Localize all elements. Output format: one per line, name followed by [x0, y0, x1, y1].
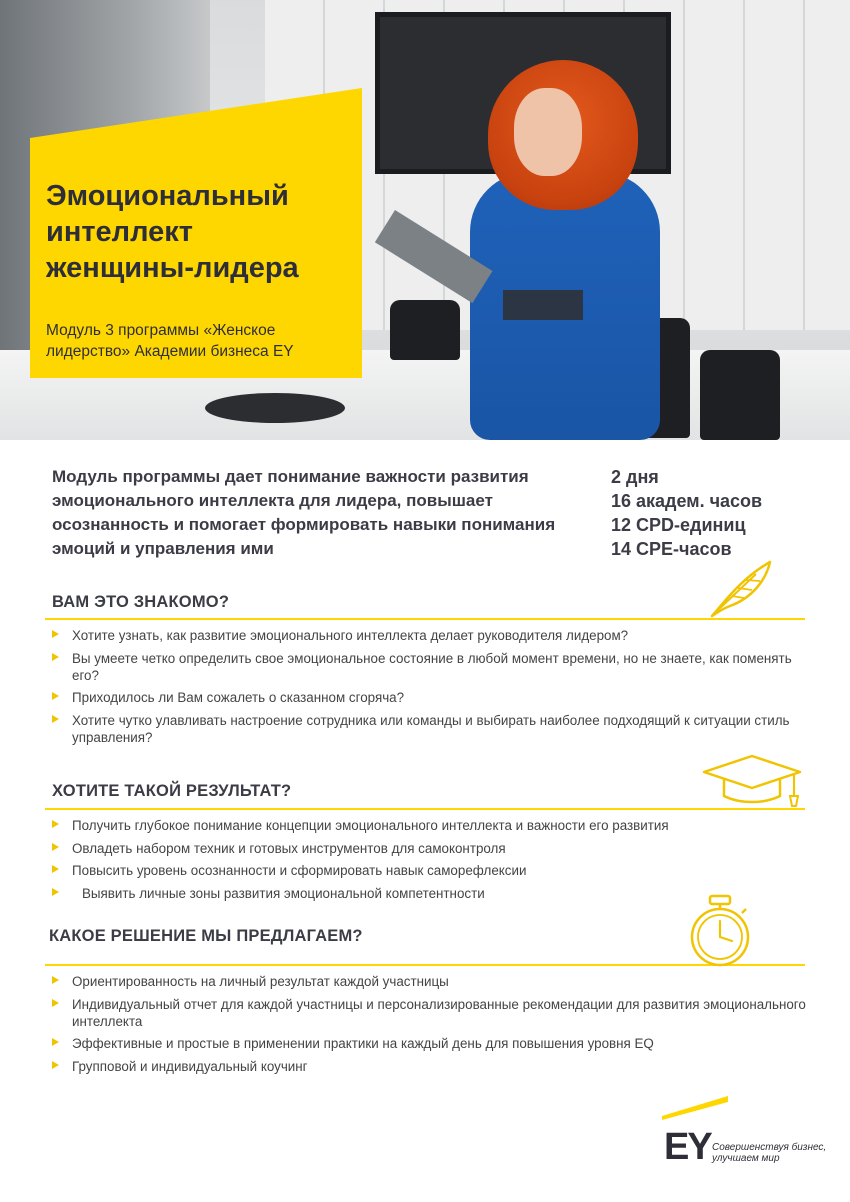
- conference-phone: [205, 393, 345, 423]
- list-item: Приходилось ли Вам сожалеть о сказанном сгоряча?: [52, 689, 812, 706]
- bullet-arrow-icon: [52, 692, 59, 700]
- section-divider: [45, 618, 805, 620]
- section-title-familiar: ВАМ ЭТО ЗНАКОМО?: [52, 593, 230, 611]
- list-item: Ориентированность на личный результат каждой участницы: [52, 973, 812, 990]
- list-item: Групповой и индивидуальный коучинг: [52, 1058, 812, 1075]
- woman-belt: [503, 290, 583, 320]
- bullet-arrow-icon: [52, 715, 59, 723]
- list-item: Овладеть набором техник и готовых инструментов для самоконтроля: [52, 840, 812, 857]
- solution-list: [52, 973, 812, 1080]
- chair: [700, 350, 780, 440]
- program-facts: [611, 465, 762, 561]
- list-item: Выявить личные зоны развития эмоциональной компетентности: [52, 885, 812, 902]
- fact-duration: 2 дня: [611, 467, 659, 487]
- bullet-arrow-icon: [52, 865, 59, 873]
- fact-cpd: 12 CPD-единиц: [611, 515, 746, 535]
- fact-cpe: 14 CPE-часов: [611, 539, 732, 559]
- list-item: Индивидуальный отчет для каждой участницы и персонализированные рекомендации для развития эмоционального интеллекта: [52, 996, 812, 1030]
- section-title-result: ХОТИТЕ ТАКОЙ РЕЗУЛЬТАТ?: [52, 782, 292, 800]
- list-item: Хотите чутко улавливать настроение сотрудника или команды и выбирать наиболее подходящий к ситуации стиль управления?: [52, 712, 812, 746]
- feather-icon: [704, 556, 776, 620]
- list-item: Эффективные и простые в применении практики на каждый день для повышения уровня EQ: [52, 1035, 812, 1052]
- page-subtitle: Модуль 3 программы «Женское лидерство» Академии бизнеса EY: [46, 322, 294, 360]
- graduation-cap-icon: [700, 752, 804, 810]
- bullet-arrow-icon: [52, 1038, 59, 1046]
- ey-logo: EY: [664, 1126, 711, 1168]
- bullet-arrow-icon: [52, 1061, 59, 1069]
- bullet-arrow-icon: [52, 888, 59, 896]
- bullet-arrow-icon: [52, 976, 59, 984]
- stopwatch-icon: [682, 893, 758, 969]
- bullet-arrow-icon: [52, 820, 59, 828]
- list-item: Повысить уровень осознанности и сформировать навык саморефлексии: [52, 862, 812, 879]
- section-divider: [45, 808, 805, 810]
- ey-logo-beam-icon: [662, 1094, 730, 1124]
- section-title-solution: КАКОЕ РЕШЕНИЕ МЫ ПРЕДЛАГАЕМ?: [49, 927, 363, 945]
- bullet-arrow-icon: [52, 843, 59, 851]
- page-title: Эмоциональный интеллект женщины-лидера: [46, 180, 299, 284]
- fact-hours: 16 академ. часов: [611, 491, 763, 511]
- list-item: Вы умеете четко определить свое эмоциональное состояние в любой момент времени, но не знаете, как поменять его?: [52, 650, 812, 684]
- chair: [390, 300, 460, 360]
- woman-face: [514, 88, 582, 176]
- intro-text: Модуль программы дает понимание важности развития эмоционального интеллекта для лидера, повышает осознанность и помогает формировать навыки понимания эмоций и управления ими: [52, 467, 556, 558]
- familiar-list: [52, 627, 812, 751]
- bullet-arrow-icon: [52, 653, 59, 661]
- list-item: Получить глубокое понимание концепции эмоционального интеллекта и важности его развития: [52, 817, 812, 834]
- bullet-arrow-icon: [52, 630, 59, 638]
- list-item: Хотите узнать, как развитие эмоционального интеллекта делает руководителя лидером?: [52, 627, 812, 644]
- bullet-arrow-icon: [52, 999, 59, 1007]
- ey-tagline: Совершенствуя бизнес, улучшаем мир: [712, 1142, 827, 1164]
